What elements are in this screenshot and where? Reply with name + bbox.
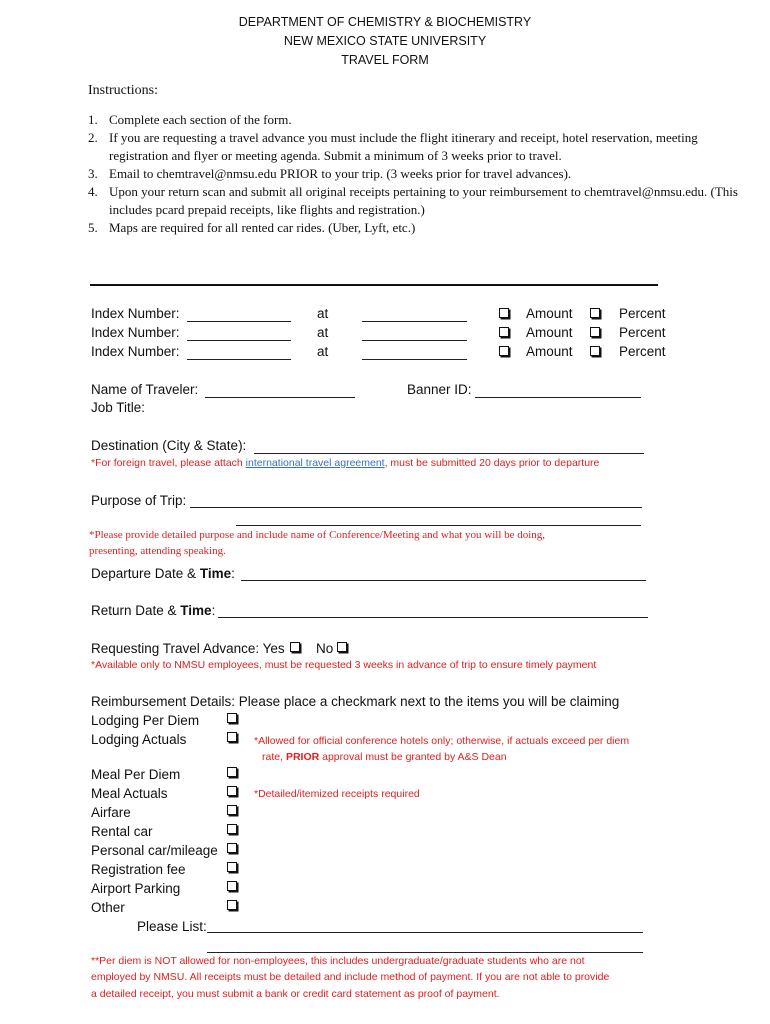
amount-label: Amount xyxy=(526,306,573,321)
lodging-actuals-checkbox[interactable] xyxy=(227,732,237,742)
advance-no-label: No xyxy=(316,641,334,656)
index-number-field[interactable] xyxy=(187,340,291,341)
reimbursement-item-lodging-per-diem: Lodging Per Diem xyxy=(91,713,200,728)
foreign-travel-note: *For foreign travel, please attach international travel agreement, must be submitted 20 days prior to departure xyxy=(91,457,600,469)
purpose-field-line-1[interactable] xyxy=(190,507,642,508)
meal-per-diem-checkbox[interactable] xyxy=(227,767,237,777)
lodging-per-diem-checkbox[interactable] xyxy=(227,713,237,723)
departure-date-label: Departure Date & Time: xyxy=(91,566,235,581)
index-at-label: at xyxy=(317,306,329,321)
return-date-label: Return Date & Time: xyxy=(91,603,216,618)
percent-checkbox[interactable] xyxy=(590,308,600,318)
reimbursement-title: Reimbursement Details: Please place a checkmark next to the items you will be claiming xyxy=(91,694,620,709)
index-number-label: Index Number: xyxy=(91,344,180,359)
destination-label: Destination (City & State): xyxy=(91,438,247,453)
amount-label: Amount xyxy=(526,344,573,359)
rental-car-checkbox[interactable] xyxy=(227,824,237,834)
reimbursement-item-rental-car: Rental car xyxy=(91,824,153,839)
please-list-label: Please List: xyxy=(137,919,207,934)
instructions-title: Instructions: xyxy=(88,83,158,98)
index-at-label: at xyxy=(317,325,329,340)
return-date-field[interactable] xyxy=(218,617,648,618)
purpose-note-line-1: *Please provide detailed purpose and include name of Conference/Meeting and what you will be doing, xyxy=(89,529,546,541)
airport-parking-checkbox[interactable] xyxy=(227,881,237,891)
please-list-field-line-1[interactable] xyxy=(207,932,643,933)
departure-date-field[interactable] xyxy=(241,580,646,581)
registration-fee-checkbox[interactable] xyxy=(227,862,237,872)
purpose-field-line-2[interactable] xyxy=(236,525,641,526)
header-line-form-title: TRAVEL FORM xyxy=(341,53,429,67)
advance-no-checkbox[interactable] xyxy=(337,642,347,652)
lodging-note-line-2: rate, PRIOR approval must be granted by A&S Dean xyxy=(262,751,507,763)
reimbursement-item-meal-per-diem: Meal Per Diem xyxy=(91,767,181,782)
index-amount-field[interactable] xyxy=(362,321,467,322)
traveler-name-label: Name of Traveler: xyxy=(91,382,199,397)
footer-note-line-2: employed by NMSU. All receipts must be detailed and include method of payment. If you are not able to provide xyxy=(91,971,610,983)
index-amount-field[interactable] xyxy=(362,359,467,360)
percent-checkbox[interactable] xyxy=(590,327,600,337)
personal-car-checkbox[interactable] xyxy=(227,843,237,853)
percent-label: Percent xyxy=(619,306,666,321)
footer-note-line-3: a detailed receipt, you must submit a bank or credit card statement as proof of payment. xyxy=(91,988,500,1000)
purpose-note-line-2: presenting, attending speaking. xyxy=(89,545,226,557)
job-title-label: Job Title: xyxy=(91,400,146,415)
travel-advance-label: Requesting Travel Advance: Yes xyxy=(91,641,285,656)
reimbursement-item-personal-car: Personal car/mileage xyxy=(91,843,218,858)
percent-label: Percent xyxy=(619,325,666,340)
amount-checkbox[interactable] xyxy=(499,346,509,356)
reimbursement-item-meal-actuals: Meal Actuals xyxy=(91,786,168,801)
other-checkbox[interactable] xyxy=(227,900,237,910)
percent-label: Percent xyxy=(619,344,666,359)
index-number-label: Index Number: xyxy=(91,325,180,340)
index-number-field[interactable] xyxy=(187,321,291,322)
index-amount-field[interactable] xyxy=(362,340,467,341)
instructions-list xyxy=(88,111,748,237)
purpose-label: Purpose of Trip: xyxy=(91,493,187,508)
amount-checkbox[interactable] xyxy=(499,308,509,318)
traveler-name-field[interactable] xyxy=(205,397,355,398)
please-list-field-line-2[interactable] xyxy=(207,952,643,953)
amount-checkbox[interactable] xyxy=(499,327,509,337)
footer-note-line-1: **Per diem is NOT allowed for non-employees, this includes undergraduate/graduate students who are not xyxy=(91,955,585,967)
reimbursement-item-other: Other xyxy=(91,900,125,915)
instruction-item: 5. Maps are required for all rented car rides. (Uber, Lyft, etc.) xyxy=(88,220,416,235)
advance-yes-checkbox[interactable] xyxy=(290,642,300,652)
reimbursement-item-airport-parking: Airport Parking xyxy=(91,881,181,896)
amount-label: Amount xyxy=(526,325,573,340)
index-number-label: Index Number: xyxy=(91,306,180,321)
destination-field[interactable] xyxy=(254,453,644,454)
instruction-item: 2. If you are requesting a travel advance you must include the flight itinerary and receipt, hotel reservation, meeting registration and flyer or meeting agenda. Submit a minimum of 3 weeks prior to travel. xyxy=(88,130,698,163)
lodging-note-line-1: *Allowed for official conference hotels only; otherwise, if actuals exceed per diem xyxy=(254,735,630,747)
banner-id-field[interactable] xyxy=(475,397,641,398)
reimbursement-item-registration-fee: Registration fee xyxy=(91,862,186,877)
percent-checkbox[interactable] xyxy=(590,346,600,356)
international-travel-agreement-link[interactable]: international travel agreement xyxy=(245,457,385,469)
instruction-item: 3. Email to chemtravel@nmsu.edu PRIOR to your trip. (3 weeks prior for travel advances). xyxy=(88,166,572,181)
section-divider xyxy=(90,284,658,286)
header-line-university: NEW MEXICO STATE UNIVERSITY xyxy=(283,34,487,48)
banner-id-label: Banner ID: xyxy=(407,382,472,397)
travel-advance-note: *Available only to NMSU employees, must be requested 3 weeks in advance of trip to ensure timely payment xyxy=(91,659,597,671)
index-at-label: at xyxy=(317,344,329,359)
instruction-item: 4. Upon your return scan and submit all original receipts pertaining to your reimbursement to chemtravel@nmsu.edu. (This includes pcard prepaid receipts, like flights and registration.) xyxy=(88,184,738,217)
meal-note: *Detailed/itemized receipts required xyxy=(254,788,420,800)
instruction-item: 1. Complete each section of the form. xyxy=(88,112,292,127)
index-number-field[interactable] xyxy=(187,359,291,360)
airfare-checkbox[interactable] xyxy=(227,805,237,815)
reimbursement-item-airfare: Airfare xyxy=(91,805,131,820)
meal-actuals-checkbox[interactable] xyxy=(227,786,237,796)
header-line-department: DEPARTMENT OF CHEMISTRY & BIOCHEMISTRY xyxy=(238,15,532,29)
reimbursement-item-lodging-actuals: Lodging Actuals xyxy=(91,732,187,747)
